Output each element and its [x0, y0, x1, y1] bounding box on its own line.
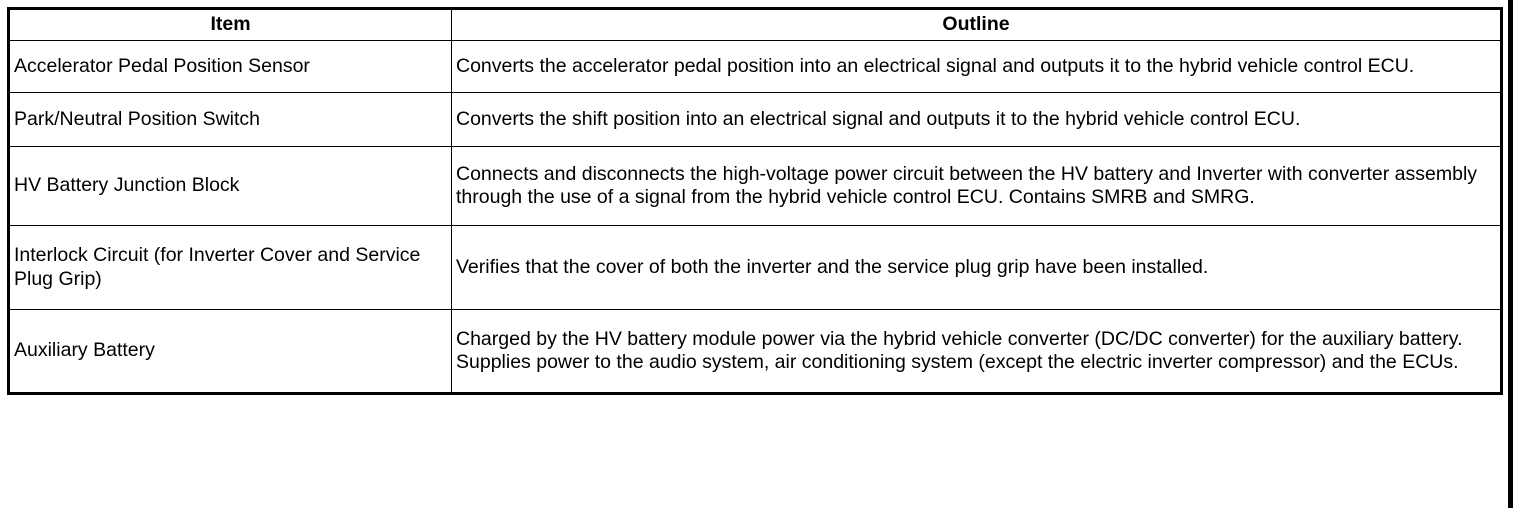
table-header-row: [9, 9, 1502, 41]
item-cell: Auxiliary Battery: [9, 310, 452, 394]
table-row: [9, 93, 1502, 147]
outline-cell: Converts the accelerator pedal position into an electrical signal and outputs it to the hybrid vehicle control ECU.: [452, 41, 1502, 93]
outline-cell: Charged by the HV battery module power via the hybrid vehicle converter (DC/DC converter) for the auxiliary battery. Supplies power to the audio system, air conditioning system (except the electric inverter compressor) and the ECUs.: [452, 310, 1502, 394]
table-row: [9, 310, 1502, 394]
outline-cell: Connects and disconnects the high-voltage power circuit between the HV battery and Inverter with converter assembly through the use of a signal from the hybrid vehicle control ECU. Contains SMRB and SMRG.: [452, 147, 1502, 226]
table-row: [9, 147, 1502, 226]
page-edge-bar: [1508, 0, 1513, 508]
item-cell: Park/Neutral Position Switch: [9, 93, 452, 147]
item-cell: HV Battery Junction Block: [9, 147, 452, 226]
table-row: [9, 41, 1502, 93]
column-header-outline: Outline: [452, 9, 1502, 41]
table-row: [9, 226, 1502, 310]
outline-cell: Converts the shift position into an electrical signal and outputs it to the hybrid vehicle control ECU.: [452, 93, 1502, 147]
outline-cell: Verifies that the cover of both the inverter and the service plug grip have been installed.: [452, 226, 1502, 310]
column-header-item: Item: [9, 9, 452, 41]
item-cell: Accelerator Pedal Position Sensor: [9, 41, 452, 93]
component-outline-table: [7, 7, 1503, 395]
item-cell: Interlock Circuit (for Inverter Cover and Service Plug Grip): [9, 226, 452, 310]
